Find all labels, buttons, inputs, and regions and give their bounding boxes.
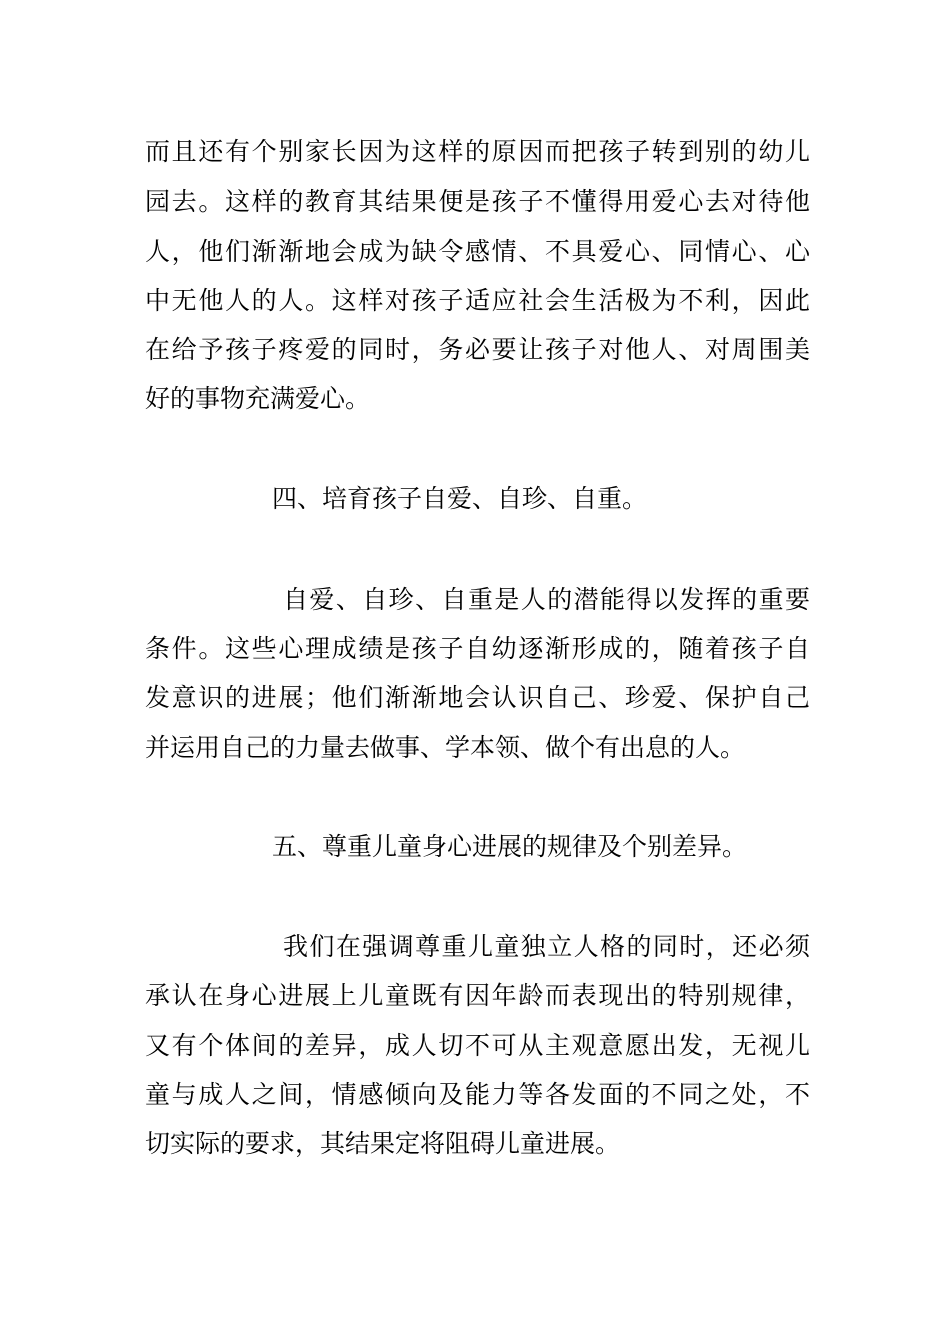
text-line: 又有个体间的差异，成人切不可从主观意愿出发，无视儿 [145,1031,810,1060]
text-line: 中无他人的人。这样对孩子适应社会生活极为不利，因此 [145,286,810,315]
text-line: 并运用自己的力量去做事、学本领、做个有出息的人。 [145,733,746,762]
text-line: 我们在强调尊重儿童独立人格的同时，还必须 [283,932,810,961]
text-line: 童与成人之间，情感倾向及能力等各发面的不同之处，不 [145,1080,810,1109]
section-heading: 四、培育孩子自爱、自珍、自重。 [272,484,648,513]
text-line: 承认在身心进展上儿童既有因年龄而表现出的特别规律， [145,981,810,1010]
text-line: 好的事物充满爱心。 [145,384,371,413]
text-line: 在给予孩子疼爱的同时，务必要让孩子对他人、对周围美 [145,335,810,364]
section-heading: 五、尊重儿童身心进展的规律及个别差异。 [272,832,748,861]
text-line: 园去。这样的教育其结果便是孩子不懂得用爱心去对待他 [145,187,810,216]
text-line: 切实际的要求，其结果定将阻碍儿童进展。 [145,1129,621,1158]
text-line: 人，他们渐渐地会成为缺令感情、不具爱心、同情心、心 [145,237,810,266]
text-line: 而且还有个别家长因为这样的原因而把孩子转到别的幼儿 [145,137,810,166]
text-line: 条件。这些心理成绩是孩子自幼逐渐形成的，随着孩子自 [145,634,810,663]
text-line: 发意识的进展；他们渐渐地会认识自己、珍爱、保护自己 [145,683,810,712]
text-line: 自爱、自珍、自重是人的潜能得以发挥的重要 [283,585,810,614]
